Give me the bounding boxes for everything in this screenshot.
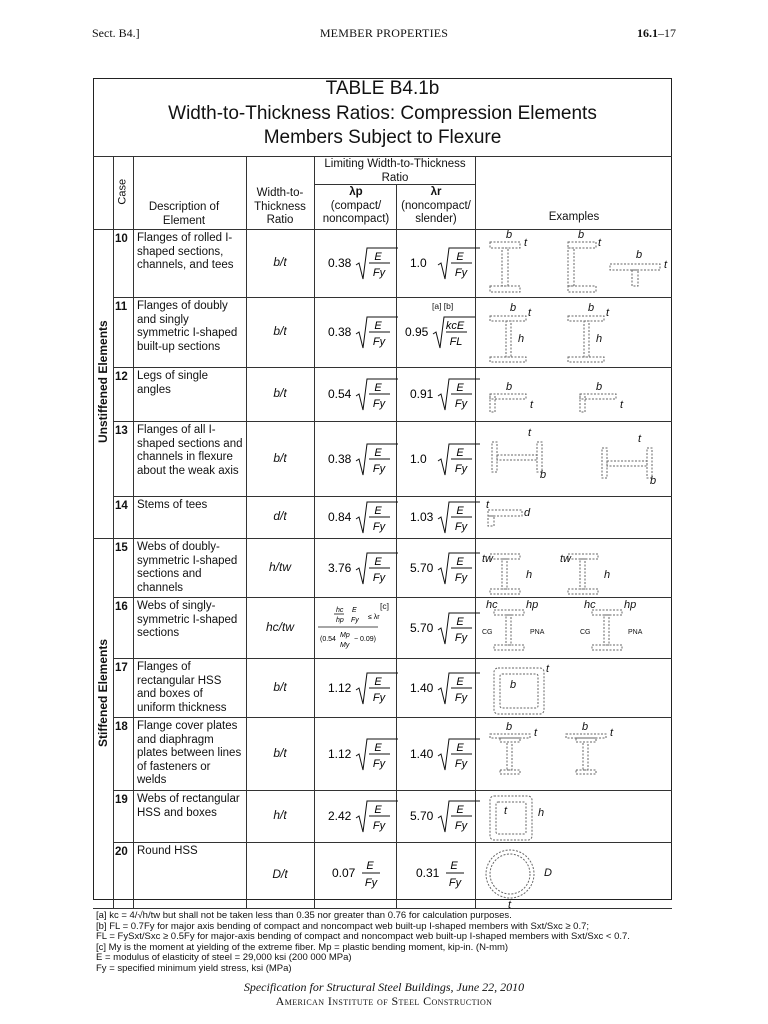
lambda-p-formula: [328, 376, 406, 412]
svg-text:b: b: [506, 381, 513, 393]
formula-denominator: Fy: [454, 462, 468, 475]
lambda-r-header: λr (noncompact/ slender): [401, 186, 471, 225]
example-sketch-1: [480, 229, 540, 296]
case-number: 10: [115, 233, 128, 245]
formula-coefficient: 1.12: [328, 680, 352, 695]
lambda-p-formula: [328, 499, 406, 535]
svg-text:h: h: [518, 333, 525, 345]
svg-text:Fy: Fy: [351, 617, 359, 624]
svg-text:t: t: [528, 307, 532, 319]
case-number: 16: [115, 601, 128, 613]
element-description: Webs of rectangular HSS and boxes: [137, 793, 240, 819]
formula-coefficient: 5.70: [410, 560, 434, 575]
formula-numerator: E: [374, 446, 382, 459]
formula-numerator: E: [456, 505, 464, 517]
example-sketch-1: [484, 499, 544, 532]
element-description: Flanges of rectangular HSS and boxes of uniform thickness: [137, 661, 227, 714]
footnote-divider: [93, 908, 672, 909]
formula-coefficient: 0.07: [332, 866, 356, 880]
case-number: 17: [115, 662, 128, 674]
example-sketch-2: [580, 600, 644, 656]
width-thickness-ratio: h/t: [273, 808, 287, 822]
formula-denominator: Fy: [454, 571, 468, 584]
case-number: 19: [115, 794, 128, 806]
svg-text:t: t: [504, 805, 508, 817]
formula-coefficient: 0.31: [416, 866, 440, 880]
formula-numerator: E: [374, 505, 382, 517]
col-line-case: [133, 156, 134, 908]
svg-text:b: b: [578, 229, 585, 241]
width-thickness-ratio: D/t: [272, 867, 288, 881]
element-description: Stems of tees: [137, 499, 208, 511]
svg-text:tw: tw: [560, 553, 571, 565]
svg-text:b: b: [582, 721, 589, 733]
formula-numerator: E: [374, 555, 382, 568]
width-thickness-ratio: b/t: [273, 324, 287, 338]
lambda-r-formula: [405, 314, 483, 350]
svg-text:− 0.09): − 0.09): [354, 636, 376, 643]
row-divider: [113, 297, 672, 298]
formula-denominator: Fy: [448, 877, 462, 889]
svg-text:t: t: [534, 727, 538, 739]
lambda-r-formula: [416, 857, 486, 891]
width-thickness-ratio: hc/tw: [265, 619, 294, 634]
footnote-line: E = modulus of elasticity of steel = 29,000 ksi (200 000 MPa): [96, 952, 352, 963]
svg-text:b: b: [540, 469, 547, 481]
row-divider: [113, 842, 672, 843]
element-description: Round HSS: [137, 845, 198, 857]
table-number: TABLE B4.1b: [325, 78, 440, 99]
lambda-p-formula: [332, 857, 402, 891]
lambda-p-formula: [328, 736, 406, 772]
case-header: Case: [116, 178, 129, 205]
example-sketch-1: [484, 662, 560, 716]
formula-coefficient: 0.38: [328, 256, 352, 270]
example-sketch-2: [560, 548, 622, 598]
svg-text:b: b: [506, 229, 513, 241]
ratio-header: Width-to-Thickness Ratio: [254, 187, 306, 226]
lambda-r-formula: [410, 499, 488, 535]
svg-text:t: t: [606, 307, 610, 319]
formula-coefficient: 0.91: [410, 387, 434, 401]
lambda-r-formula: [410, 798, 488, 834]
running-header: [0, 26, 768, 42]
examples-header: Examples: [548, 211, 600, 223]
formula-numerator: E: [456, 741, 464, 754]
example-sketch-1: [482, 548, 544, 598]
svg-text:b: b: [510, 679, 517, 691]
svg-text:Mp: Mp: [340, 632, 350, 639]
svg-text:hp: hp: [526, 599, 539, 611]
svg-text:hp: hp: [624, 599, 637, 611]
svg-text:t: t: [508, 899, 512, 911]
formula-coefficient: 0.38: [328, 325, 352, 339]
lambda-r-formula: [410, 376, 488, 412]
lambda-p-formula: [328, 245, 406, 281]
formula-coefficient: 1.40: [410, 680, 434, 695]
formula-numerator: E: [374, 382, 382, 394]
row-divider: [113, 367, 672, 368]
svg-text:b: b: [588, 302, 595, 314]
svg-text:My: My: [340, 642, 350, 649]
width-thickness-ratio: b/t: [273, 450, 287, 465]
formula-coefficient: 0.95: [405, 325, 429, 339]
footnote-ref: [a] [b]: [432, 301, 454, 311]
formula-coefficient: 2.42: [328, 809, 352, 823]
svg-text:b: b: [636, 249, 643, 261]
example-sketch-1: [484, 722, 546, 784]
formula-numerator: E: [374, 741, 382, 754]
formula-coefficient: 3.76: [328, 560, 352, 575]
svg-text:t: t: [530, 399, 534, 411]
svg-text:CG: CG: [580, 629, 591, 636]
formula-denominator: Fy: [372, 757, 386, 770]
header-divider: [93, 229, 672, 230]
formula-denominator: Fy: [372, 398, 386, 410]
limiting-header: Limiting Width-to-Thickness Ratio: [324, 158, 466, 184]
svg-text:≤ λr: ≤ λr: [368, 614, 380, 621]
example-sketch-1: [486, 794, 546, 842]
width-thickness-ratio: h/tw: [268, 559, 291, 574]
formula-coefficient: 1.03: [410, 510, 434, 524]
svg-text:h: h: [526, 569, 533, 581]
formula-denominator: Fy: [454, 398, 468, 410]
svg-text:h: h: [596, 333, 603, 345]
lambda-p-formula: [328, 441, 406, 477]
example-sketch-2: [574, 372, 634, 418]
formula-coefficient: 5.70: [410, 809, 434, 823]
svg-text:E: E: [352, 607, 357, 614]
example-sketch-3: [608, 244, 670, 284]
example-sketch-2: [560, 229, 610, 296]
footnote-line: FL = FySxt/Sxc ≥ 0.5Fy for major-axis bending of compact and noncompact web built-up I-shaped members with Sxt/Sxc < 0.7.: [96, 931, 630, 942]
formula-coefficient: 1.40: [410, 746, 434, 761]
formula-numerator: E: [456, 615, 464, 628]
formula-denominator: Fy: [454, 521, 468, 533]
footnote-line: Fy = specified minimum yield stress, ksi (MPa): [96, 962, 292, 974]
case-number: 13: [115, 425, 128, 437]
case-number: 11: [115, 301, 128, 313]
formula-numerator: E: [456, 555, 464, 568]
svg-text:t: t: [664, 259, 668, 271]
example-sketch-2: [560, 722, 622, 784]
formula-denominator: Fy: [372, 462, 386, 475]
formula-coefficient: 0.54: [328, 387, 352, 401]
formula-denominator: Fy: [454, 631, 468, 644]
svg-text:b: b: [650, 475, 657, 487]
formula-coefficient: 1.0: [410, 256, 427, 270]
lambda-r-formula: [410, 610, 488, 646]
formula-numerator: kcE: [445, 320, 465, 332]
element-description: Webs of doubly-symmetric I-shaped sections and channels: [137, 541, 238, 594]
example-sketch-2: [598, 434, 664, 488]
svg-text:(0.54: (0.54: [320, 636, 336, 643]
svg-text:t: t: [638, 433, 642, 445]
svg-text:t: t: [486, 499, 490, 511]
example-sketch-2: [562, 302, 618, 366]
svg-text:hc: hc: [486, 599, 498, 611]
case-number: 20: [115, 846, 128, 858]
lambda-p-formula: [328, 670, 406, 706]
case-number: 15: [115, 542, 128, 554]
svg-text:h: h: [604, 569, 611, 581]
footnote-ref: [c]: [380, 601, 389, 611]
formula-denominator: Fy: [372, 521, 386, 533]
row-divider: [113, 421, 672, 422]
formula-denominator: Fy: [372, 571, 386, 584]
svg-text:h: h: [538, 807, 545, 819]
lambda-r-formula: [410, 550, 488, 586]
svg-text:PNA: PNA: [530, 629, 545, 636]
footnote-line: [c] My is the moment at yielding of the extreme fiber. Mp = plastic bending moment, kip-in. (N-mm): [96, 941, 509, 953]
width-thickness-ratio: b/t: [273, 679, 287, 694]
formula-numerator: E: [456, 804, 464, 816]
formula-denominator: Fy: [364, 877, 378, 889]
svg-text:d: d: [524, 507, 531, 519]
example-sketch-1: [484, 372, 540, 418]
element-description: Legs of single angles: [137, 370, 208, 396]
example-sketch-1: [480, 846, 564, 910]
element-description: Webs of singly-symmetric I-shaped sections: [137, 600, 238, 639]
svg-text:b: b: [506, 721, 513, 733]
element-description: Flange cover plates and diaphragm plates between lines of fasteners or welds: [137, 720, 242, 786]
width-thickness-ratio: b/t: [273, 386, 287, 400]
stiffened-label: Stiffened Elements: [96, 638, 110, 748]
formula-denominator: FL: [449, 336, 463, 348]
lambda-p-formula: [328, 314, 406, 350]
formula-denominator: Fy: [372, 691, 386, 704]
case-number: 12: [115, 371, 128, 383]
lambda-p-header: λp (compact/ noncompact): [322, 186, 390, 225]
svg-text:t: t: [598, 237, 602, 249]
description-header: Description of Element: [148, 201, 220, 227]
row-divider: [113, 597, 672, 598]
footnote-line: [a] kc = 4/√h/tw but shall not be taken less than 0.35 nor greater than 0.76 for calculation purposes.: [96, 910, 512, 921]
formula-coefficient: 1.0: [410, 451, 427, 466]
svg-text:CG: CG: [482, 629, 493, 636]
footnote-line: [b] FL = 0.7Fy for major axis bending of compact and noncompact web built-up I-shaped members with Sxt/Sxc ≥ 0.7;: [96, 920, 590, 932]
formula-numerator: E: [374, 320, 382, 332]
chapter-title: MEMBER PROPERTIES: [319, 26, 449, 40]
svg-text:b: b: [510, 302, 517, 314]
formula-numerator: E: [366, 860, 374, 872]
element-description: Flanges of all I-shaped sections and channels in flexure about the weak axis: [137, 424, 243, 477]
section-divider: [93, 538, 672, 539]
case-number: 14: [115, 500, 128, 512]
svg-text:b: b: [596, 381, 603, 393]
svg-text:t: t: [524, 237, 528, 249]
formula-denominator: Fy: [372, 336, 386, 348]
example-sketch-1: [488, 428, 554, 488]
formula-numerator: E: [456, 675, 464, 688]
formula-denominator: Fy: [454, 691, 468, 704]
formula-denominator: Fy: [454, 757, 468, 770]
formula-denominator: Fy: [372, 820, 386, 832]
lambda-p-formula: [328, 798, 406, 834]
svg-text:t: t: [610, 727, 614, 739]
lambda-r-formula: [410, 670, 488, 706]
formula-numerator: E: [456, 251, 464, 263]
formula-numerator: hc: [336, 607, 344, 614]
col-line-ratio: [314, 156, 315, 908]
page-number: 16.1–17: [637, 26, 676, 40]
lambda-r-formula: [410, 441, 488, 477]
formula-numerator: E: [374, 804, 382, 816]
svg-text:tw: tw: [482, 553, 493, 565]
width-thickness-ratio: b/t: [273, 255, 287, 269]
title-divider: [93, 156, 672, 157]
formula-coefficient: 5.70: [410, 620, 434, 635]
example-sketch-1: [482, 600, 546, 656]
col-line-sect: [113, 156, 114, 908]
lambda-r-formula: [410, 736, 488, 772]
row-divider: [113, 717, 672, 718]
lambda-p-formula: [328, 550, 406, 586]
svg-text:PNA: PNA: [628, 629, 643, 636]
formula-numerator: E: [450, 860, 458, 872]
element-description: Flanges of rolled I-shaped sections, channels, and tees: [137, 232, 234, 271]
table-title: Width-to-Thickness Ratios: Compression Elements: [168, 103, 597, 124]
formula-coefficient: 0.84: [328, 510, 352, 524]
formula-numerator: E: [456, 446, 464, 459]
row-divider: [113, 658, 672, 659]
width-thickness-ratio: d/t: [273, 509, 287, 523]
formula-numerator: E: [374, 251, 382, 263]
svg-text:t: t: [620, 399, 624, 411]
footer-spec: Specification for Structural Steel Buildings, June 22, 2010: [243, 980, 525, 994]
svg-text:D: D: [544, 867, 552, 879]
formula-coefficient: 1.12: [328, 746, 352, 761]
svg-text:t: t: [546, 663, 550, 675]
svg-text:t: t: [528, 427, 532, 439]
formula-numerator: E: [456, 382, 464, 394]
row-divider: [113, 790, 672, 791]
row-divider: [113, 496, 672, 497]
formula-denominator: hp: [336, 617, 344, 624]
footer-publisher: American Institute of Steel Construction: [275, 994, 493, 1008]
width-thickness-ratio: b/t: [273, 745, 287, 760]
formula-numerator: E: [374, 675, 382, 688]
svg-text:hc: hc: [584, 599, 596, 611]
formula-denominator: Fy: [454, 267, 468, 279]
example-sketch-1: [484, 302, 540, 366]
table-subtitle: Members Subject to Flexure: [263, 127, 502, 148]
unstiffened-label: Unstiffened Elements: [96, 320, 110, 443]
section-label: Sect. B4.]: [92, 26, 140, 40]
formula-denominator: Fy: [372, 267, 386, 279]
element-description: Flanges of doubly and singly symmetric I-shaped built-up sections: [137, 300, 238, 353]
case-number: 18: [115, 721, 128, 733]
formula-coefficient: 0.38: [328, 451, 352, 466]
formula-denominator: Fy: [454, 820, 468, 832]
lambda-r-formula: [410, 245, 488, 281]
